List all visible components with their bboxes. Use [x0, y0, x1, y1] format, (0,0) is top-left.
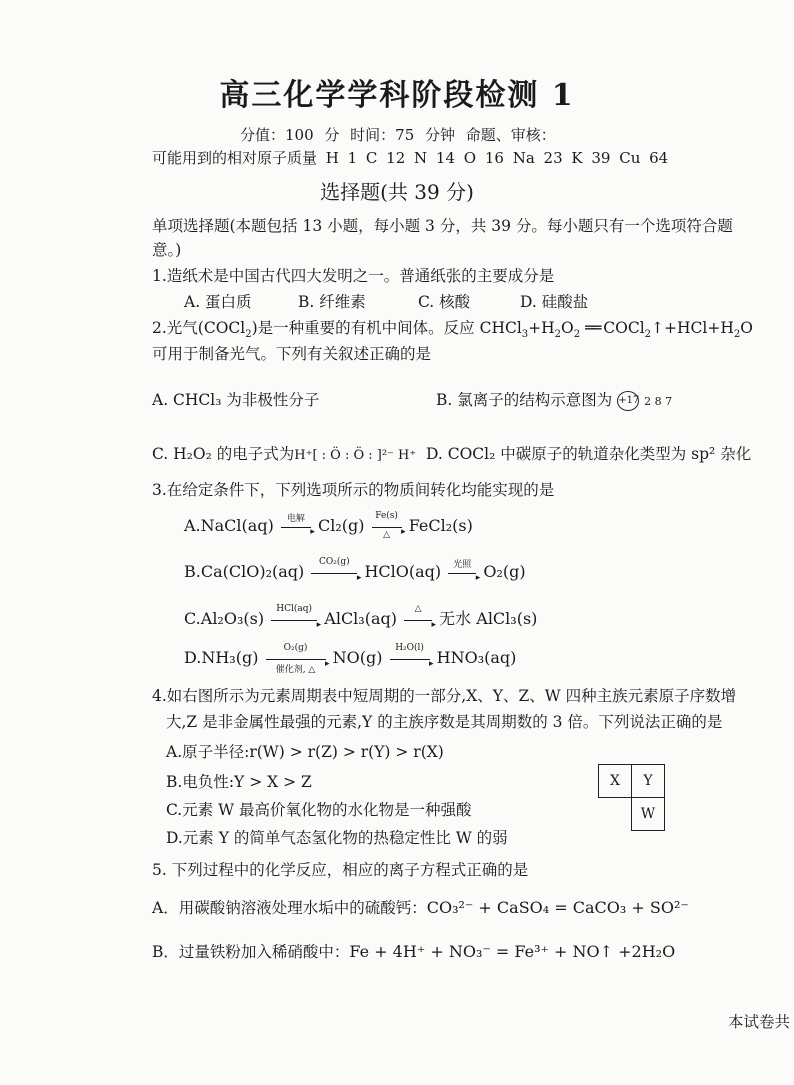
periodic-table-fragment	[598, 764, 666, 832]
q1-option-a: A. 蛋白质	[184, 293, 252, 311]
q5-option-b: B．过量铁粉加入稀硝酸中：Fe + 4H⁺ + NO₃⁻ = Fe³⁺ + NO↑ +2H₂O	[152, 942, 676, 961]
q1-option-d: D. 硅酸盐	[520, 293, 589, 311]
q2-option-d: D. COCl₂ 中碳原子的轨道杂化类型为 sp² 杂化	[426, 445, 752, 463]
q5-option-a: A．用碳酸钠溶液处理水垢中的硫酸钙：CO₃²⁻ + CaSO₄ = CaCO₃ + SO²⁻	[152, 898, 689, 917]
q1-option-b: B. 纤维素	[298, 293, 366, 311]
equals-arrow-icon: ══	[585, 318, 599, 337]
instructions-line1: 单项选择题(本题包括 13 小题，每小题 3 分，共 39 分。每小题只有一个选项符合题	[152, 217, 733, 235]
electron-shells: 2 8 7	[644, 395, 673, 408]
reaction-arrow-icon: △ ▸	[404, 618, 432, 621]
reaction-arrow-icon: HCl(aq) ▸	[271, 618, 317, 621]
nucleus-circle-icon: +17	[617, 391, 639, 411]
reaction-arrow-icon: O₂(g) ▸ 催化剂, △	[266, 657, 326, 660]
q4-option-a: A.原子半径:r(W) > r(Z) > r(Y) > r(X)	[166, 743, 444, 761]
cell-w: W	[631, 797, 665, 831]
cell-x: X	[598, 764, 632, 798]
instructions-line2: 意。)	[152, 241, 182, 259]
cell-y: Y	[631, 764, 665, 798]
q2-option-b: B. 氯离子的结构示意图为 +17 2 8 7	[436, 391, 673, 409]
reaction-arrow-icon: H₂O(l) ▸	[390, 657, 430, 660]
q5-stem: 5. 下列过程中的化学反应，相应的离子方程式正确的是	[152, 861, 529, 879]
reaction-arrow-icon: CO₂(g) ▸	[311, 571, 357, 574]
reaction-arrow-icon: 电解 ▸	[281, 525, 311, 528]
exam-title: 高三化学学科阶段检测 1	[219, 78, 575, 113]
q4-option-d: D.元素 Y 的简单气态氢化物的热稳定性比 W 的弱	[166, 829, 508, 847]
q3-option-a: A.NaCl(aq) 电解 ▸ Cl₂(g) Fe(s) ▸ △ FeCl₂(s)	[184, 511, 473, 540]
q4-line2: 大,Z 是非金属性最强的元素,Y 的主族序数是其周期数的 3 倍。下列说法正确的是	[166, 713, 723, 731]
reaction-arrow-icon: 光照 ▸	[448, 571, 476, 574]
q2-option-c: C. H₂O₂ 的电子式为H⁺[ : Ö : Ö : ]²⁻ H⁺	[152, 445, 417, 463]
reaction-arrow-icon: Fe(s) ▸ △	[372, 525, 402, 528]
section-title: 选择题(共 39 分)	[320, 180, 474, 204]
q2-option-a: A. CHCl₃ 为非极性分子	[152, 391, 320, 409]
q4-line1: 4.如右图所示为元素周期表中短周期的一部分,X、Y、Z、W 四种主族元素原子序数增	[152, 687, 737, 705]
q4-option-c: C.元素 W 最高价氧化物的水化物是一种强酸	[166, 801, 472, 819]
q4-option-b: B.电负性:Y > X > Z	[166, 773, 312, 791]
q2-line2: 可用于制备光气。下列有关叙述正确的是	[152, 345, 432, 363]
atomic-masses: 可能用到的相对原子质量 H 1 C 12 N 14 O 16 Na 23 K 39 Cu 64	[152, 149, 669, 167]
q3-option-d: D.NH₃(g) O₂(g) ▸ 催化剂, △ NO(g) H₂O(l) ▸ HNO₃(aq)	[184, 643, 517, 675]
q3-stem: 3.在给定条件下，下列选项所示的物质间转化均能实现的是	[152, 481, 555, 499]
q1-option-c: C. 核酸	[418, 293, 471, 311]
q3-option-c: C.Al₂O₃(s) HCl(aq) ▸ AlCl₃(aq) △ ▸ 无水 AlCl₃(s)	[184, 604, 538, 630]
exam-meta: 分值：100 分 时间：75 分钟 命题、审核：	[240, 126, 556, 144]
q3-option-b: B.Ca(ClO)₂(aq) CO₂(g) ▸ HClO(aq) 光照 ▸ O₂(g)	[184, 557, 526, 583]
q1-stem: 1.造纸术是中国古代四大发明之一。普通纸张的主要成分是	[152, 267, 555, 285]
q2-stem: 2.光气(COCl$_2$)是一种重要的有机中间体。反应 $CHCl_3+H_2O_2$ ══ $COCl_2↑+HCl+H_2O$	[152, 318, 753, 341]
footer-note: 本试卷共	[728, 1013, 791, 1031]
